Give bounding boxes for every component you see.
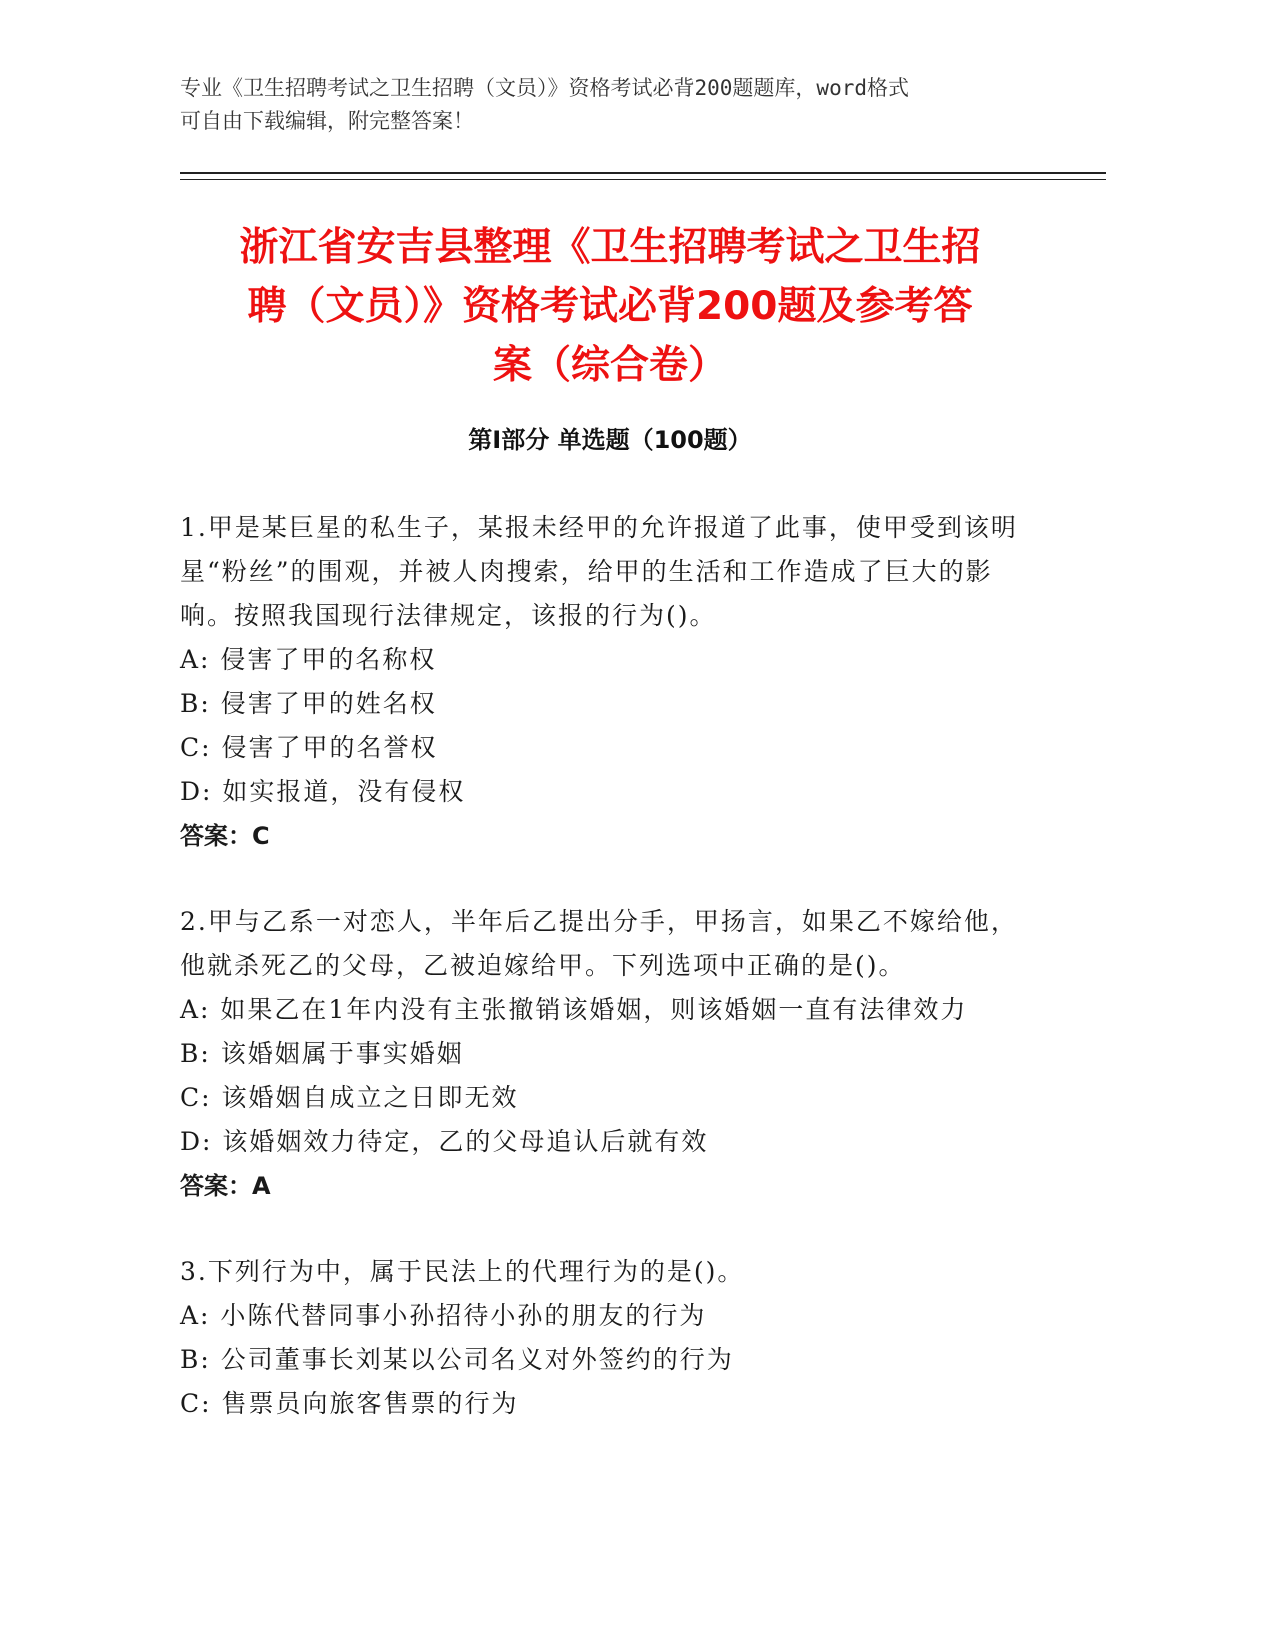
option-c: C: 侵害了甲的名誉权 bbox=[180, 733, 438, 762]
title-line-1: 浙江省安吉县整理《卫生招聘考试之卫生招 bbox=[239, 225, 981, 270]
question-3 bbox=[180, 1250, 1030, 1426]
document-title bbox=[180, 218, 1040, 395]
option-a: A: 小陈代替同事小孙招待小孙的朋友的行为 bbox=[180, 1301, 707, 1330]
option-a: A: 如果乙在1年内没有主张撤销该婚姻，则该婚姻一直有法律效力 bbox=[180, 995, 968, 1024]
section-heading: 第Ⅰ部分 单选题（100题） bbox=[468, 426, 752, 454]
option-c: C: 该婚姻自成立之日即无效 bbox=[180, 1083, 519, 1112]
header-line-2: 可自由下载编辑，附完整答案！ bbox=[180, 109, 474, 133]
option-a: A: 侵害了甲的名称权 bbox=[180, 645, 437, 674]
answer-label: 答案：A bbox=[180, 1172, 271, 1200]
question-1 bbox=[180, 506, 1030, 858]
option-d: D: 如实报道，没有侵权 bbox=[180, 777, 466, 806]
header-divider-thick bbox=[180, 172, 1106, 174]
question-stem: 1.甲是某巨星的私生子，某报未经甲的允许报道了此事，使甲受到该明星“粉丝”的围观，并被人肉搜索，给甲的生活和工作造成了巨大的影响。按照我国现行法律规定，该报的行为()。 bbox=[180, 513, 1018, 630]
header-line-1: 专业《卫生招聘考试之卫生招聘（文员）》资格考试必背200题题库，word格式 bbox=[180, 76, 909, 100]
question-2 bbox=[180, 900, 1030, 1208]
header-divider-thin bbox=[180, 179, 1106, 180]
option-b: B: 公司董事长刘某以公司名义对外签约的行为 bbox=[180, 1345, 734, 1374]
document-header bbox=[180, 72, 1040, 138]
title-line-3: 案（综合卷） bbox=[492, 343, 727, 388]
option-b: B: 侵害了甲的姓名权 bbox=[180, 689, 437, 718]
question-stem: 2.甲与乙系一对恋人，半年后乙提出分手，甲扬言，如果乙不嫁给他，他就杀死乙的父母，乙被迫嫁给甲。下列选项中正确的是()。 bbox=[180, 907, 1018, 980]
option-d: D: 该婚姻效力待定，乙的父母追认后就有效 bbox=[180, 1127, 709, 1156]
question-list bbox=[180, 506, 1030, 1468]
title-line-2: 聘（文员）》资格考试必背200题及参考答 bbox=[247, 284, 973, 329]
option-c: C: 售票员向旅客售票的行为 bbox=[180, 1389, 519, 1418]
answer-label: 答案：C bbox=[180, 822, 270, 850]
option-b: B: 该婚姻属于事实婚姻 bbox=[180, 1039, 464, 1068]
question-stem: 3.下列行为中，属于民法上的代理行为的是()。 bbox=[180, 1257, 745, 1286]
